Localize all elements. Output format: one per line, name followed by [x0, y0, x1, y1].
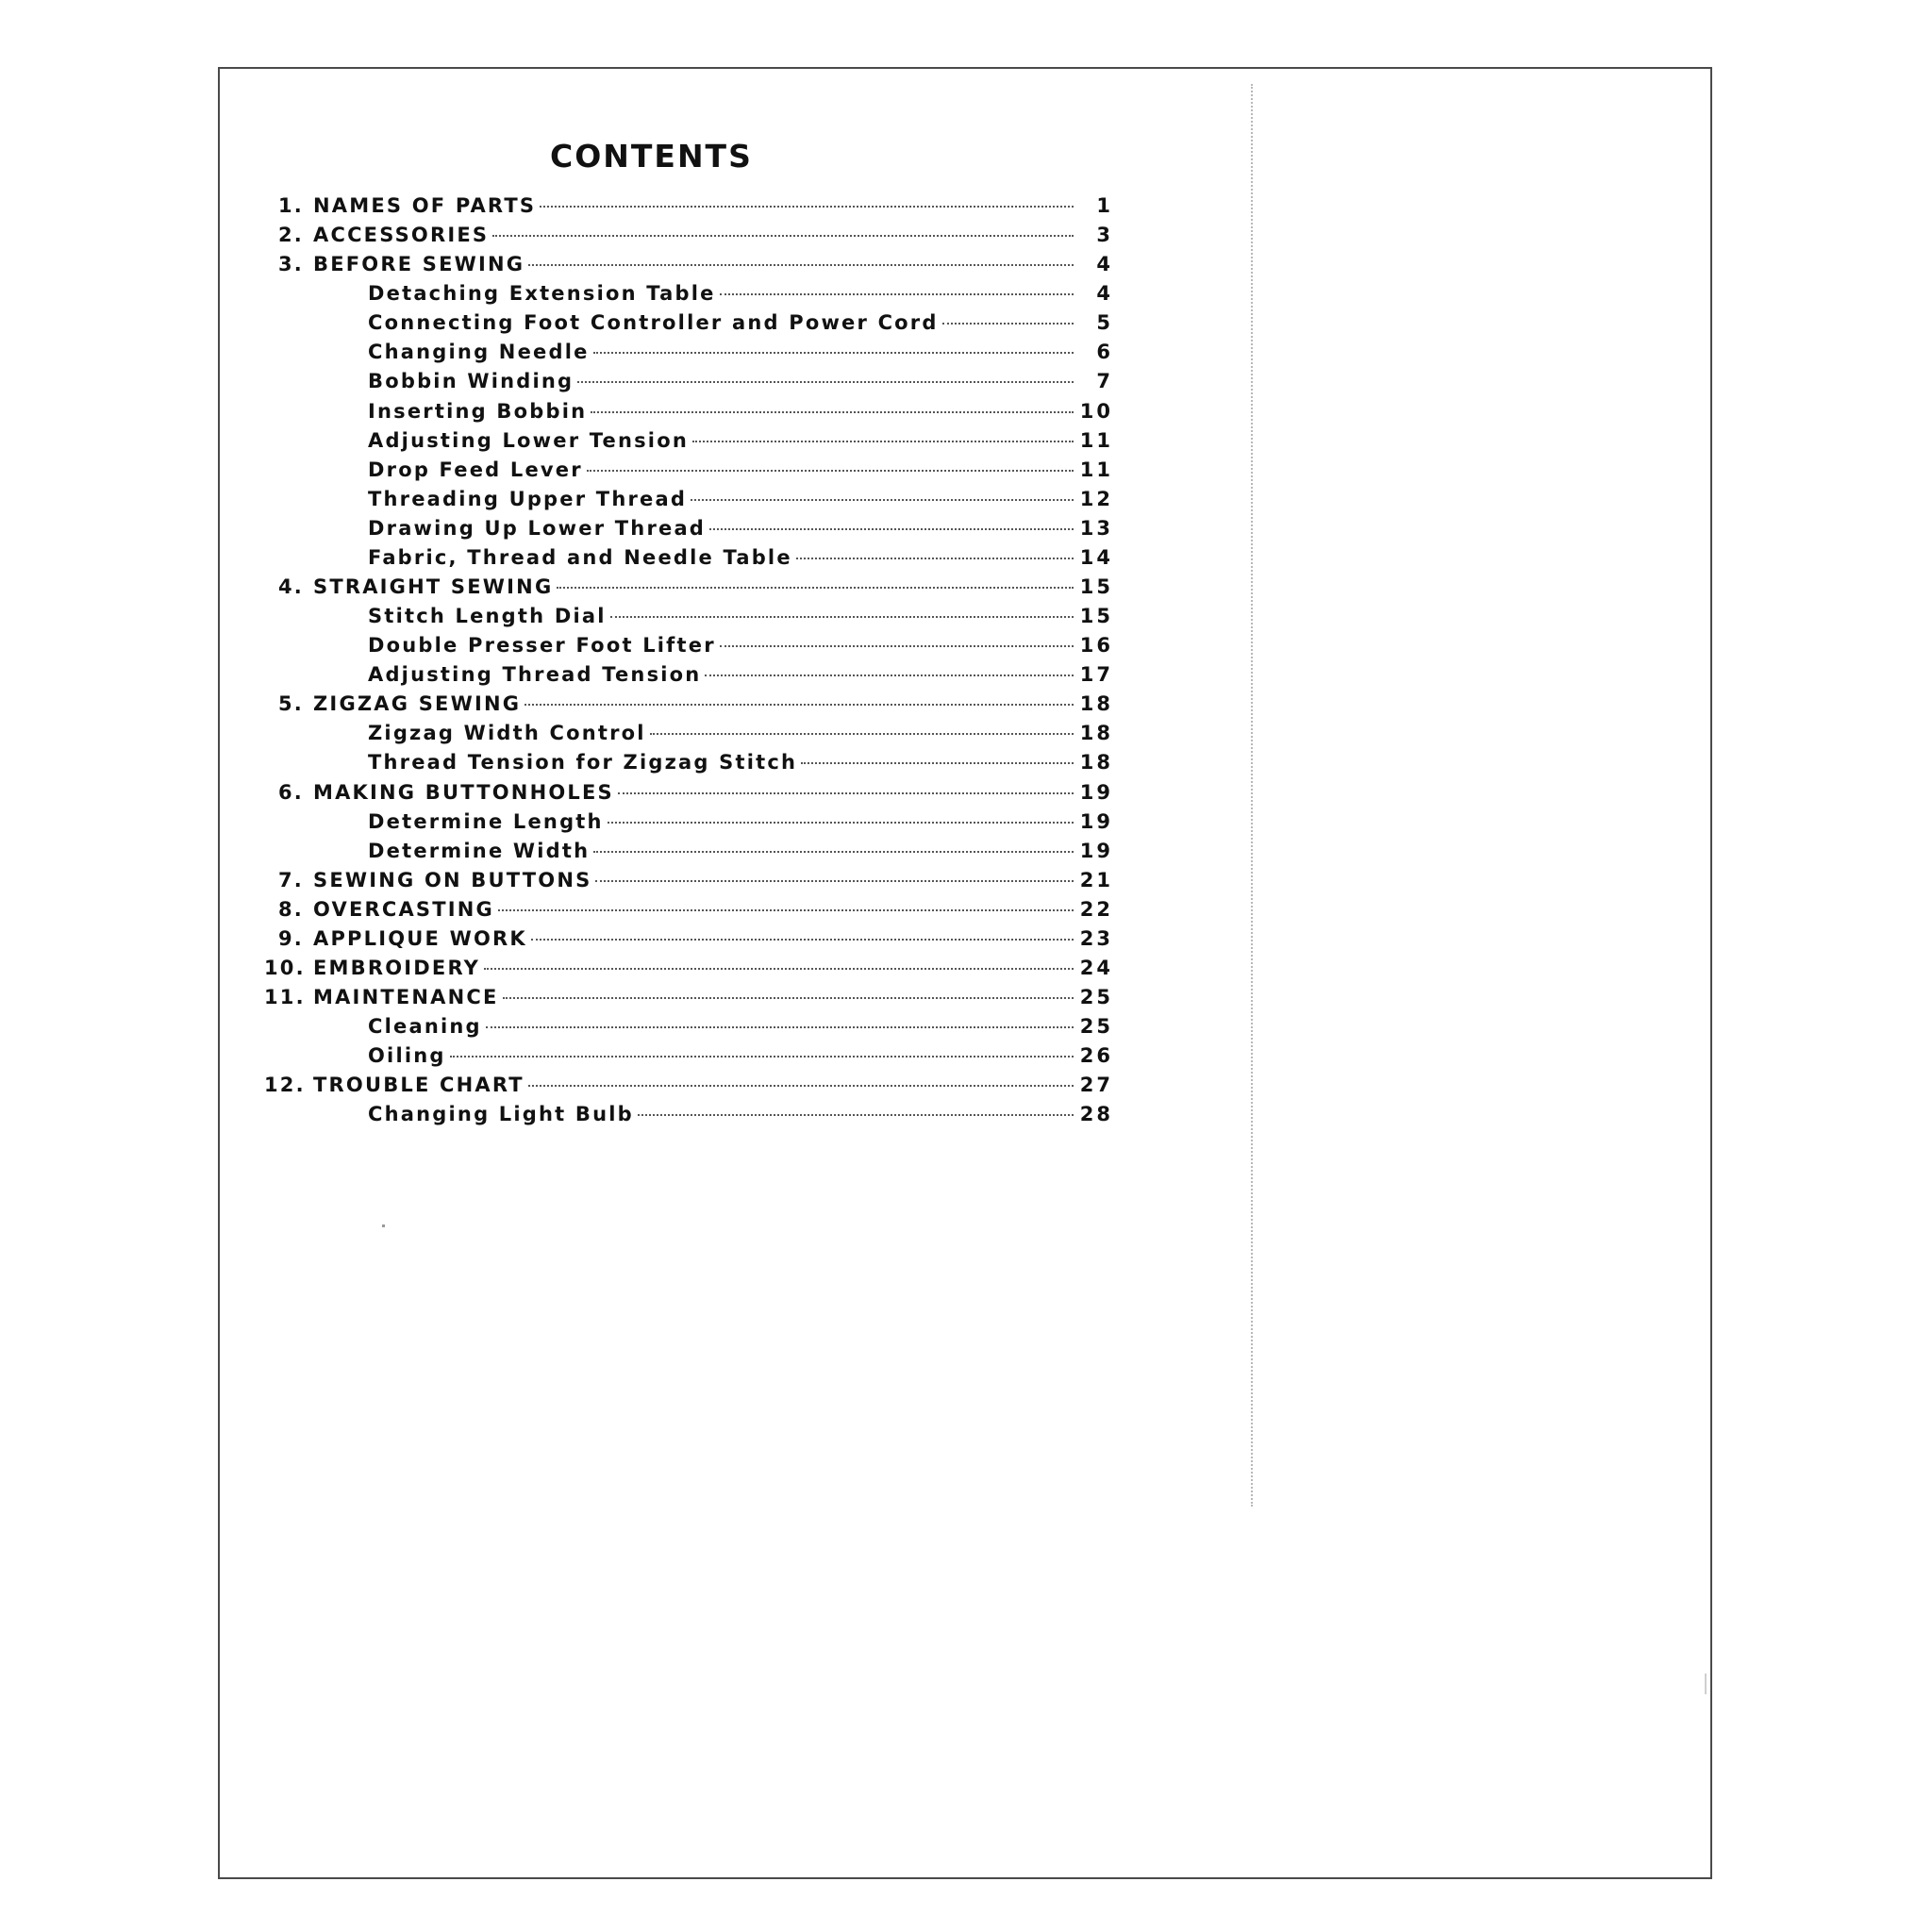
toc-entry-page-number: 28 — [1079, 1103, 1113, 1126]
toc-dot-leader — [540, 206, 1074, 208]
toc-subsection-entry — [264, 1015, 1113, 1044]
toc-section-entry — [264, 1074, 1113, 1103]
toc-entry-label: Adjusting Thread Tension — [368, 663, 702, 687]
toc-entry-label: Cleaning — [368, 1015, 482, 1039]
toc-dot-leader — [450, 1056, 1074, 1058]
toc-section-entry — [264, 253, 1113, 282]
toc-subsection-entry — [264, 1044, 1113, 1074]
toc-entry-number: 7. — [278, 868, 304, 891]
toc-dot-leader — [528, 264, 1074, 266]
toc-list — [264, 194, 1113, 1133]
toc-dot-leader — [618, 792, 1074, 794]
toc-section-entry — [264, 224, 1113, 253]
toc-subsection-entry — [264, 517, 1113, 546]
toc-dot-leader — [593, 352, 1074, 354]
toc-section-entry — [264, 575, 1113, 605]
toc-subsection-entry — [264, 311, 1113, 341]
toc-dot-leader — [705, 675, 1074, 676]
toc-entry-number: 3. — [278, 253, 304, 276]
toc-entry-label: Double Presser Foot Lifter — [368, 634, 716, 658]
toc-entry-page-number: 7 — [1096, 370, 1113, 393]
toc-entry-page-number: 24 — [1079, 957, 1113, 980]
toc-entry-label: Drop Feed Lever — [368, 458, 583, 481]
toc-subsection-entry — [264, 488, 1113, 517]
toc-entry-number: 1. — [278, 194, 304, 217]
toc-entry-page-number: 11 — [1079, 428, 1113, 452]
toc-entry-number: 4. — [278, 575, 304, 599]
toc-entry-label: Inserting Bobbin — [368, 399, 588, 423]
toc-section-entry — [264, 898, 1113, 927]
toc-entry-page-number: 3 — [1096, 224, 1113, 247]
toc-subsection-entry — [264, 1103, 1113, 1132]
toc-dot-leader — [591, 411, 1074, 413]
toc-entry-label: Connecting Foot Controller and Power Cord — [368, 311, 939, 335]
toc-dot-leader — [801, 762, 1074, 764]
toc-entry-page-number: 13 — [1079, 516, 1113, 540]
toc-entry-page-number: 10 — [1079, 399, 1113, 423]
toc-entry-page-number: 17 — [1079, 663, 1113, 687]
toc-entry-label: Changing Light Bulb — [368, 1103, 634, 1126]
toc-entry-label: OVERCASTING — [313, 897, 494, 921]
toc-entry-label: STRAIGHT SEWING — [313, 575, 554, 599]
toc-entry-label: MAKING BUTTONHOLES — [313, 780, 614, 804]
toc-section-entry — [264, 986, 1113, 1015]
toc-entry-label: Fabric, Thread and Needle Table — [368, 545, 792, 569]
page-title: CONTENTS — [550, 138, 753, 175]
toc-dot-leader — [720, 645, 1074, 647]
toc-entry-page-number: 5 — [1096, 311, 1113, 335]
toc-entry-number: 8. — [278, 897, 304, 921]
toc-dot-leader — [650, 733, 1074, 735]
toc-subsection-entry — [264, 810, 1113, 840]
toc-dot-leader — [608, 822, 1074, 824]
toc-subsection-entry — [264, 751, 1113, 780]
toc-dot-leader — [709, 528, 1074, 530]
toc-dot-leader — [638, 1114, 1074, 1116]
toc-entry-page-number: 19 — [1079, 839, 1113, 862]
toc-entry-page-number: 19 — [1079, 780, 1113, 804]
toc-subsection-entry — [264, 400, 1113, 429]
toc-entry-label: Bobbin Winding — [368, 370, 575, 393]
toc-dot-leader — [492, 235, 1074, 237]
toc-entry-page-number: 21 — [1079, 868, 1113, 891]
toc-dot-leader — [577, 381, 1074, 383]
toc-section-entry — [264, 692, 1113, 722]
toc-entry-label: Thread Tension for Zigzag Stitch — [368, 751, 798, 774]
toc-entry-page-number: 26 — [1079, 1044, 1113, 1068]
toc-dot-leader — [720, 293, 1074, 295]
toc-entry-label: Changing Needle — [368, 341, 590, 364]
toc-subsection-entry — [264, 429, 1113, 458]
toc-entry-label: Detaching Extension Table — [368, 282, 716, 306]
toc-dot-leader — [942, 323, 1074, 325]
toc-entry-number: 6. — [278, 780, 304, 804]
toc-dot-leader — [610, 616, 1074, 618]
toc-dot-leader — [484, 968, 1074, 970]
toc-subsection-entry — [264, 458, 1113, 488]
toc-entry-page-number: 18 — [1079, 751, 1113, 774]
toc-entry-page-number: 15 — [1079, 605, 1113, 628]
toc-entry-label: TROUBLE CHART — [313, 1074, 525, 1097]
toc-entry-page-number: 18 — [1079, 692, 1113, 716]
toc-entry-label: Stitch Length Dial — [368, 605, 607, 628]
toc-entry-page-number: 27 — [1079, 1074, 1113, 1097]
toc-entry-label: NAMES OF PARTS — [313, 194, 537, 217]
toc-section-entry — [264, 194, 1113, 224]
toc-entry-label: Zigzag Width Control — [368, 722, 646, 745]
toc-entry-number: 5. — [278, 692, 304, 716]
toc-entry-label: Drawing Up Lower Thread — [368, 516, 707, 540]
toc-entry-number: 11. — [264, 986, 306, 1009]
scan-edge-mark — [1705, 1674, 1707, 1694]
toc-entry-page-number: 25 — [1079, 986, 1113, 1009]
toc-dot-leader — [503, 997, 1074, 999]
toc-section-entry — [264, 781, 1113, 810]
toc-entry-page-number: 6 — [1096, 341, 1113, 364]
toc-entry-label: Oiling — [368, 1044, 446, 1068]
toc-entry-number: 2. — [278, 224, 304, 247]
scan-speck — [382, 1224, 385, 1227]
toc-dot-leader — [593, 851, 1074, 853]
toc-section-entry — [264, 957, 1113, 986]
toc-entry-page-number: 11 — [1079, 458, 1113, 481]
toc-subsection-entry — [264, 282, 1113, 311]
toc-entry-label: Determine Width — [368, 839, 591, 862]
toc-entry-number: 10. — [264, 957, 306, 980]
toc-entry-label: ACCESSORIES — [313, 224, 490, 247]
toc-entry-page-number: 22 — [1079, 897, 1113, 921]
toc-entry-page-number: 4 — [1096, 253, 1113, 276]
toc-dot-leader — [557, 587, 1074, 589]
toc-dot-leader — [692, 441, 1074, 442]
toc-subsection-entry — [264, 663, 1113, 692]
toc-subsection-entry — [264, 370, 1113, 399]
toc-dot-leader — [498, 909, 1074, 911]
toc-entry-page-number: 19 — [1079, 809, 1113, 833]
toc-entry-page-number: 4 — [1096, 282, 1113, 306]
toc-entry-page-number: 15 — [1079, 575, 1113, 599]
toc-dot-leader — [691, 499, 1074, 501]
toc-dot-leader — [595, 880, 1074, 882]
toc-entry-label: Threading Upper Thread — [368, 487, 688, 510]
toc-entry-number: 12. — [264, 1074, 306, 1097]
toc-subsection-entry — [264, 634, 1113, 663]
toc-entry-page-number: 12 — [1079, 487, 1113, 510]
toc-dot-leader — [486, 1026, 1074, 1028]
toc-subsection-entry — [264, 605, 1113, 634]
toc-entry-label: EMBROIDERY — [313, 957, 481, 980]
toc-entry-label: BEFORE SEWING — [313, 253, 525, 276]
toc-entry-number: 9. — [278, 926, 304, 950]
toc-entry-label: MAINTENANCE — [313, 986, 499, 1009]
toc-subsection-entry — [264, 722, 1113, 751]
toc-dot-leader — [528, 1085, 1074, 1087]
toc-subsection-entry — [264, 840, 1113, 869]
toc-dot-leader — [525, 704, 1074, 706]
toc-entry-label: APPLIQUE WORK — [313, 926, 527, 950]
toc-entry-label: ZIGZAG SEWING — [313, 692, 522, 716]
toc-section-entry — [264, 927, 1113, 957]
column-divider — [1251, 84, 1253, 1507]
toc-subsection-entry — [264, 546, 1113, 575]
toc-entry-label: Determine Length — [368, 809, 604, 833]
toc-entry-page-number: 25 — [1079, 1015, 1113, 1039]
toc-entry-label: SEWING ON BUTTONS — [313, 868, 592, 891]
toc-dot-leader — [531, 939, 1074, 941]
toc-entry-page-number: 1 — [1096, 194, 1113, 217]
toc-entry-label: Adjusting Lower Tension — [368, 428, 689, 452]
toc-section-entry — [264, 869, 1113, 898]
toc-dot-leader — [587, 470, 1074, 472]
toc-entry-page-number: 23 — [1079, 926, 1113, 950]
toc-entry-page-number: 14 — [1079, 545, 1113, 569]
toc-subsection-entry — [264, 341, 1113, 370]
toc-entry-page-number: 16 — [1079, 634, 1113, 658]
toc-dot-leader — [796, 558, 1074, 559]
toc-entry-page-number: 18 — [1079, 722, 1113, 745]
